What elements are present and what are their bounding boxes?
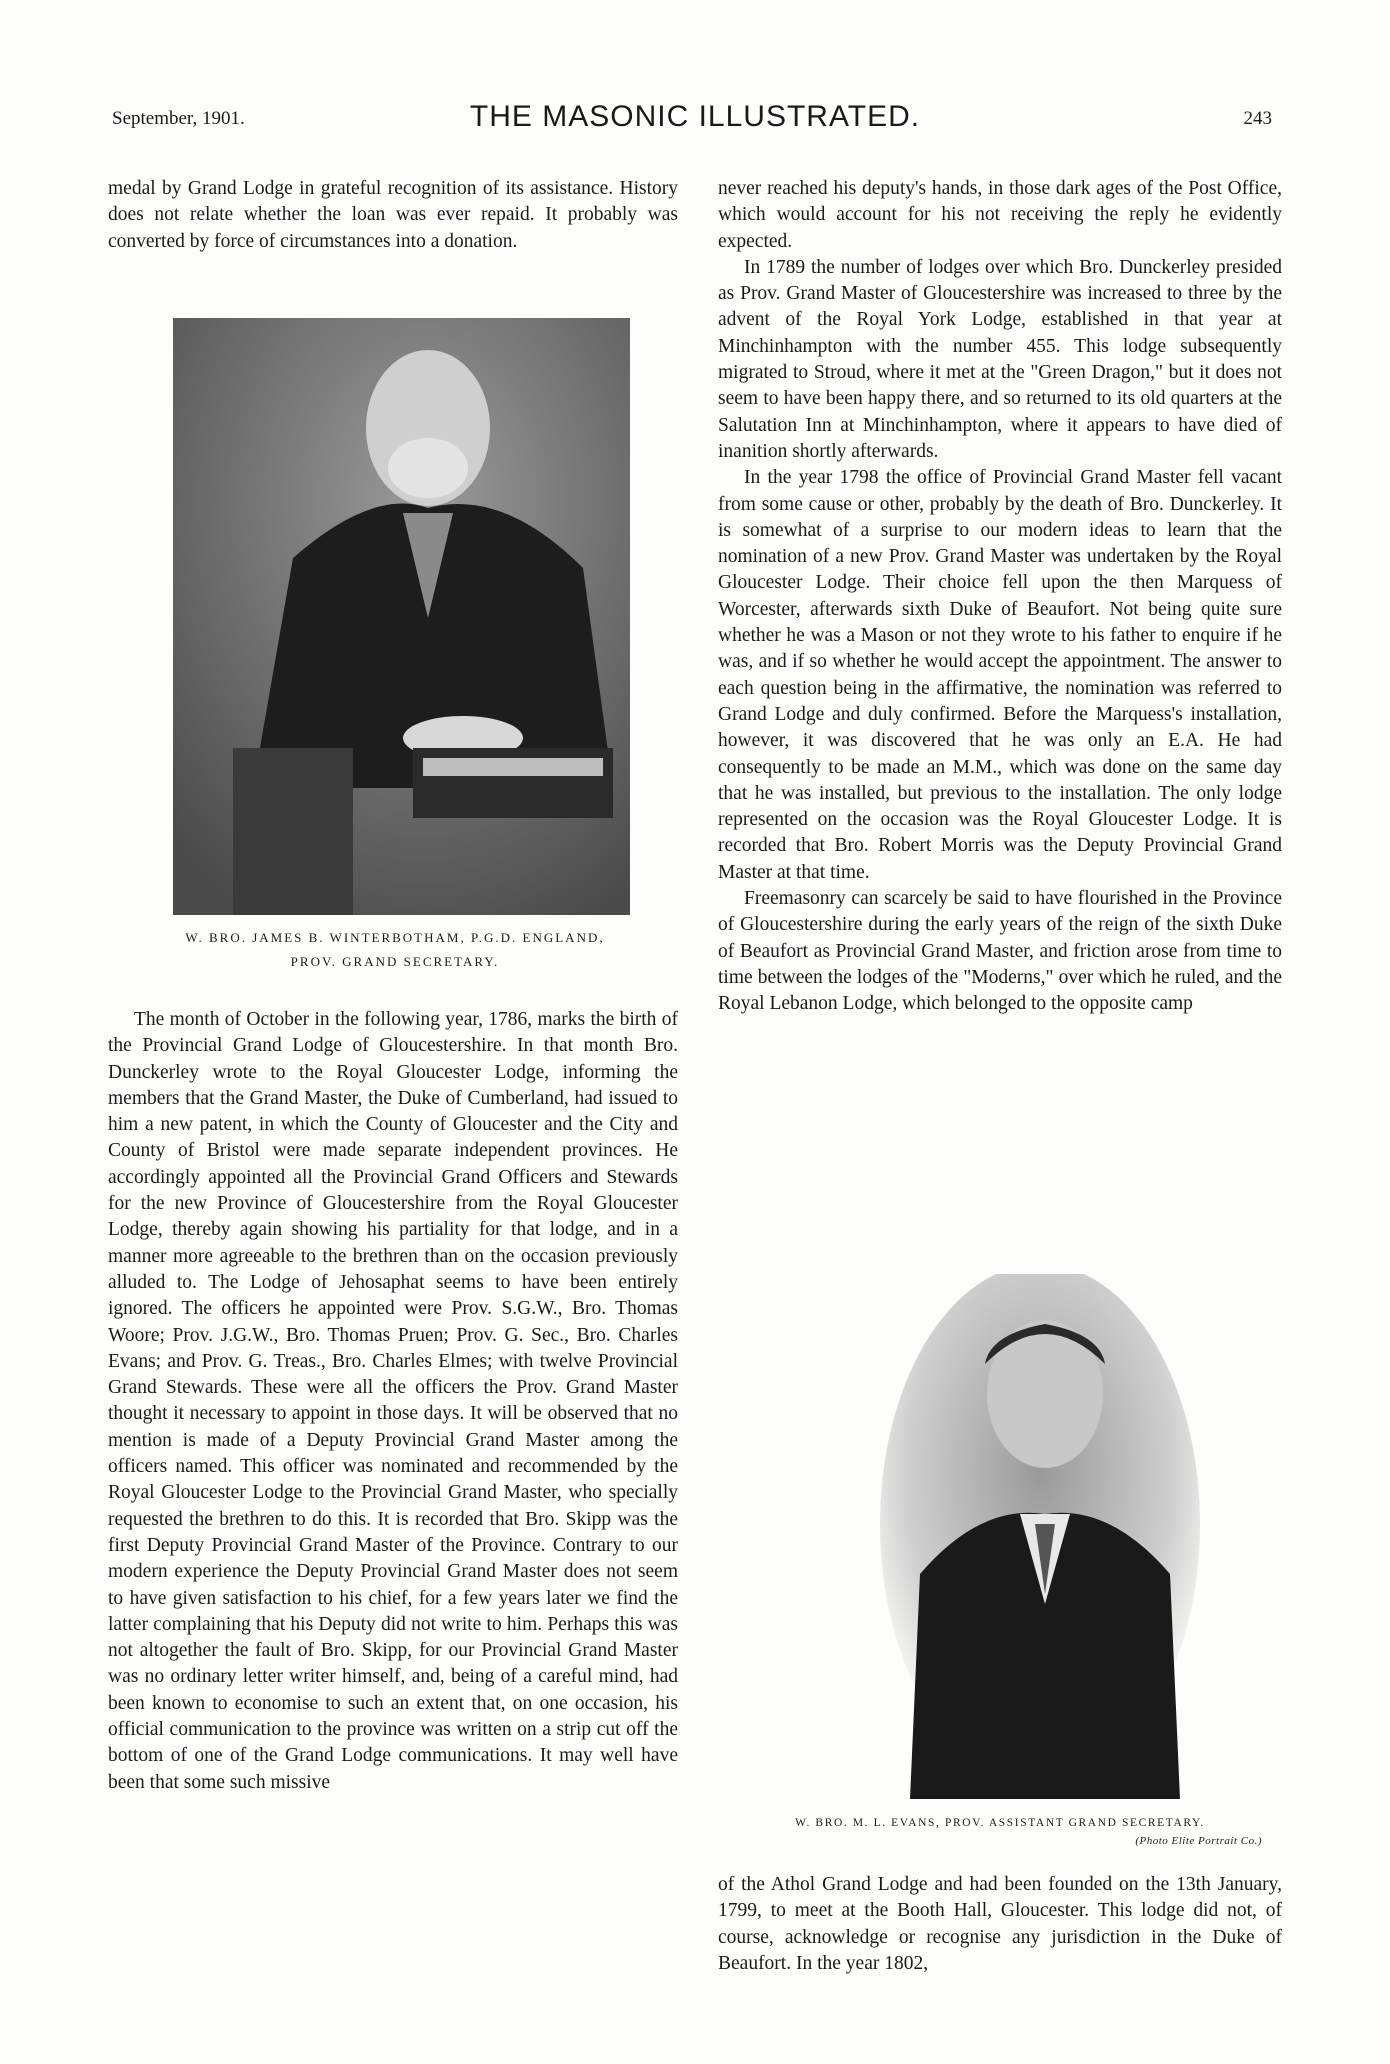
photo-credit: (Photo Elite Portrait Co.) <box>1135 1835 1262 1847</box>
left-paragraph-1: medal by Grand Lodge in grateful recognition of its assistance. History does not relate whether the loan was ever repaid. It probably was converted by force of circumstances into a donation. <box>108 178 678 252</box>
photo-caption-evans <box>718 1814 1282 1850</box>
left-paragraph-2: The month of October in the following year, 1786, marks the birth of the Provincial Grand Lodge of Gloucestershire. In that month Bro. Dunckerley wrote to the Royal Gloucester Lodge, informing the members that the Grand Master, the Duke of Cumberland, had issued to him a new patent, in which the County of Gloucester and the City and County of Bristol were made separate independent provinces. He accordingly appointed all the Provincial Grand Officers and Stewards for the new Province of Gloucestershire from the Royal Gloucester Lodge, thereby again showing his partiality for that lodge, and in a manner more agreeable to the brethren than on the occasion previously alluded to. The Lodge of Jehosaphat seems to have been entirely ignored. The officers he appointed were Prov. S.G.W., Bro. Thomas Woore; Prov. J.G.W., Bro. Thomas Pruen; Prov. G. Sec., Bro. Charles Evans; and Prov. G. Treas., Bro. Charles Elmes; with twelve Provincial Grand Stewards. These were all the officers the Prov. Grand Master thought it necessary to appoint in those days. It will be observed that no mention is made of a Deputy Provincial Grand Master among the officers named. This officer was nominated and recommended by the Royal Gloucester Lodge to the Provincial Grand Master, who specially requested the brethren to do this. It is recorded that Bro. Skipp was the first Deputy Provincial Grand Master of the Province. Contrary to our modern experience the Deputy Provincial Grand Master does not seem to have given satisfaction to his chief, for a few years later we find the latter complaining that his Deputy did not write to him. Perhaps this was not altogether the fault of Bro. Skipp, for our Provincial Grand Master was no ordinary letter writer himself, and, being of a careful mind, had been known to economise to such an extent that, on one occasion, his official communication to the province was written on a strip cut off the bottom of one of the Grand Lodge communications. It may well have been that some such missive <box>108 1009 678 1793</box>
left-column-top <box>108 176 678 255</box>
right-paragraph-2: In 1789 the number of lodges over which Bro. Dunckerley presided as Prov. Grand Master of Gloucestershire was increased to three by the advent of the Royal York Lodge, established in that year at Minchinhampton with the number 455. This lodge subsequently migrated to Stroud, where it met at the "Green Dragon," but it does not seem to have been happy there, and so returned to its old quarters at the Salutation Inn at Minchinhampton, where it appears to have died of inanition shortly afterwards. <box>718 256 1282 462</box>
masthead-title: THE MASONIC ILLUSTRATED. <box>469 100 921 133</box>
left-column-body <box>108 1007 678 1796</box>
portrait-photo-evans <box>880 1274 1200 1799</box>
right-paragraph-5: of the Athol Grand Lodge and had been founded on the 13th January, 1799, to meet at the Booth Hall, Gloucester. This lodge did not, of course, acknowledge or recognise any jurisdiction in the Duke of Beaufort. In the year 1802, <box>718 1874 1282 1974</box>
issue-date: September, 1901. <box>112 108 245 129</box>
caption-line-2: PROV. GRAND SECRETARY. <box>290 954 500 969</box>
page-number: 243 <box>1243 108 1272 129</box>
right-paragraph-1: never reached his deputy's hands, in those dark ages of the Post Office, which would account for his not receiving the reply he evidently expected. <box>718 178 1282 252</box>
portrait-photo-winterbotham <box>173 318 630 915</box>
photo-caption-winterbotham <box>140 926 650 974</box>
caption-evans-line: W. BRO. M. L. EVANS, PROV. ASSISTANT GRAND SECRETARY. <box>795 1817 1205 1829</box>
right-column-top <box>718 176 1282 1018</box>
caption-line-1: W. BRO. JAMES B. WINTERBOTHAM, P.G.D. ENGLAND, <box>185 930 605 945</box>
page-header <box>0 100 1390 140</box>
right-column-bottom <box>718 1872 1282 1977</box>
right-paragraph-4: Freemasonry can scarcely be said to have flourished in the Province of Gloucestershire during the early years of the reign of the sixth Duke of Beaufort as Provincial Grand Master, and friction arose from time to time between the lodges of the "Moderns," over which he ruled, and the Royal Lebanon Lodge, which belonged to the opposite camp <box>718 888 1282 1015</box>
right-paragraph-3: In the year 1798 the office of Provincial Grand Master fell vacant from some cause or other, probably by the death of Bro. Dunckerley. It is somewhat of a surprise to our modern ideas to learn that the nomination of a new Prov. Grand Master was undertaken by the Royal Gloucester Lodge. Their choice fell upon the then Marquess of Worcester, afterwards sixth Duke of Beaufort. Not being quite sure whether he was a Mason or not they wrote to his father to enquire if he was, and if so whether he would accept the appointment. The answer to each question being in the affirmative, the nomination was referred to Grand Lodge and duly confirmed. Before the Marquess's installation, however, it was discovered that he was only an E.A. He had consequently to be made an M.M., which was done on the same day that he was installed, but previous to the installation. The only lodge represented on the occasion was the Royal Gloucester Lodge. It is recorded that Bro. Robert Morris was the Deputy Provincial Grand Master at that time. <box>718 467 1282 883</box>
